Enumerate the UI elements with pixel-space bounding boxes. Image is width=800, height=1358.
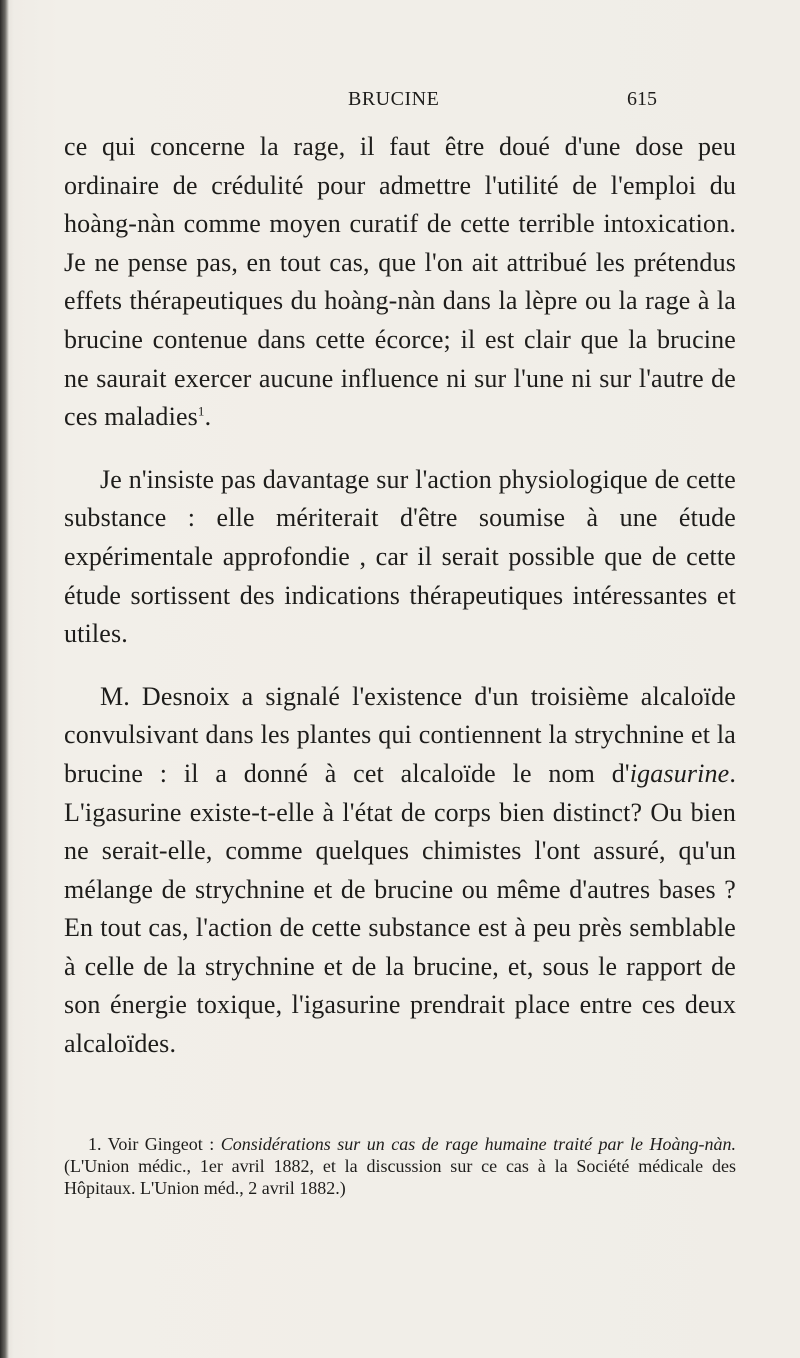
page-binding-edge xyxy=(0,0,9,1358)
paragraph-1-text: ce qui concerne la rage, il faut être doué d'une dose peu ordinaire de crédulité pour admettre l'utilité de l'emploi du hoàng-nàn comme moyen curatif de cette terrible intoxication. Je ne pense pas, en tout cas, que l'on ait attribué les prétendus effets thérapeutiques du hoàng-nàn dans la lèpre ou la rage à la brucine contenue dans cette écorce; il est clair que la brucine ne saurait exercer aucune influence ni sur l'une ni sur l'autre de ces maladies xyxy=(64,132,736,432)
igasurine-term: igasurine xyxy=(629,758,730,788)
footnote-reference[interactable]: 1 xyxy=(197,403,205,419)
footnote xyxy=(64,1133,736,1199)
footnote-source: (L'Union médic., 1er avril 1882, et la discussion sur ce cas à la Société médicale des Hôpitaux. L'Union méd., 2 avril 1882.) xyxy=(64,1156,736,1198)
page-number: 615 xyxy=(627,88,657,110)
paragraph-3-end: . L'igasurine existe-t-elle à l'état de corps bien distinct? Ou bien ne serait-elle, comme quelques chimistes l'ont assuré, qu'un mélange de strychnine et de brucine ou même d'autres bases ? En tout cas, l'action de cette substance est à peu près semblable à celle de la strychnine et de la brucine, et, sous le rapport de son énergie toxique, l'igasurine prendrait place entre ces deux alcaloïdes. xyxy=(64,758,736,1059)
body-text xyxy=(64,128,736,1064)
paragraph-3-start: M. Desnoix a signalé l'existence d'un troisième alcaloïde convulsivant dans les plantes qui contiennent la strychnine et la brucine : il a donné à cet alcaloïde le nom d' xyxy=(64,681,736,788)
running-title: BRUCINE xyxy=(348,88,440,110)
paragraph-2: Je n'insiste pas davantage sur l'action physiologique de cette substance : elle mériterait d'être soumise à une étude expérimentale approfondie , car il serait possible que de cette étude sortissent des indications thérapeutiques intéressantes et utiles. xyxy=(64,464,736,649)
footnote-number: 1. xyxy=(88,1134,102,1154)
page-header xyxy=(0,88,800,118)
paragraph-1 xyxy=(64,128,736,437)
paragraph-3 xyxy=(64,678,736,1064)
paragraph-1-end: . xyxy=(204,402,212,432)
footnote-title: Considérations sur un cas de rage humaine traité par le Hoàng-nàn. xyxy=(220,1134,736,1154)
footnote-lead: Voir Gingeot : xyxy=(107,1134,215,1154)
